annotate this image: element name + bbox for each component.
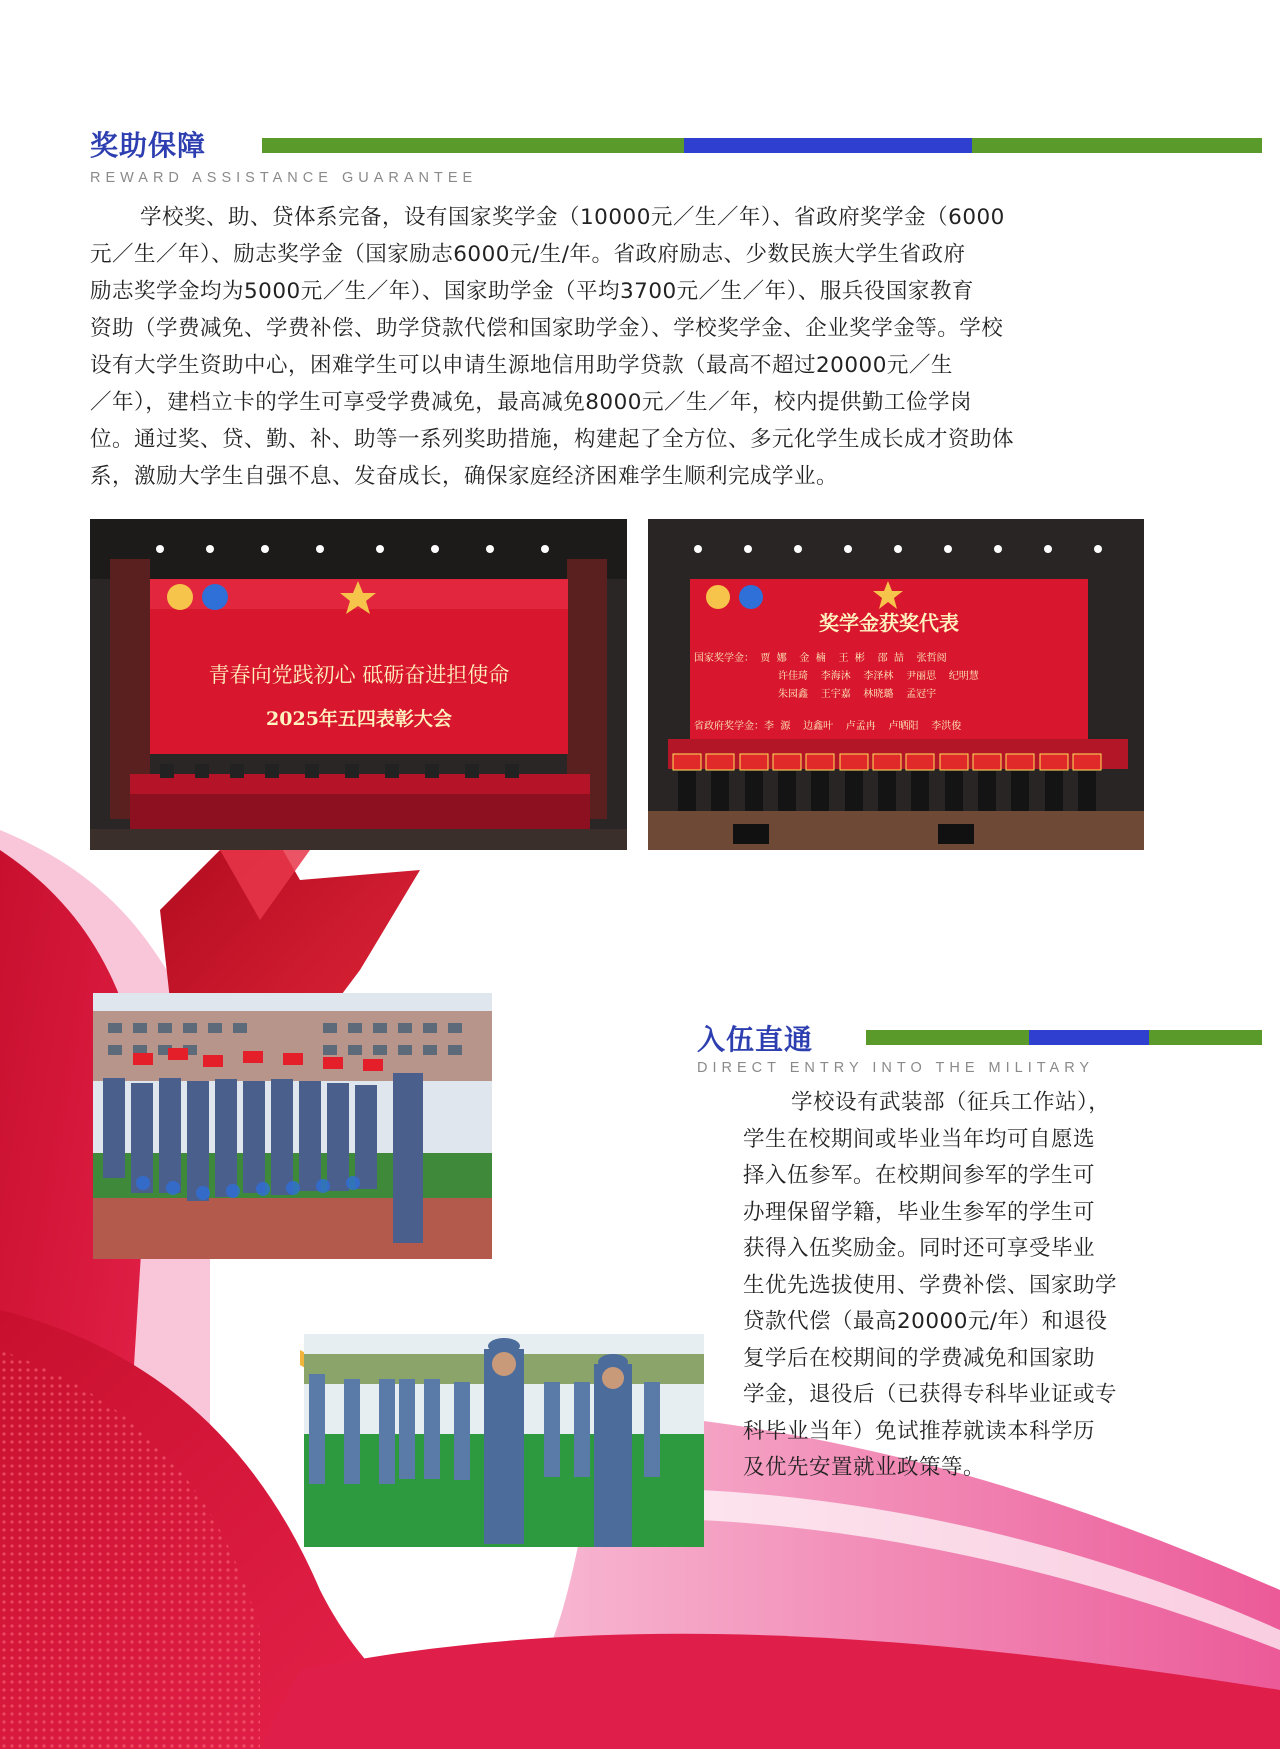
military-line: 生优先选拔使用、学费补偿、国家助学 (743, 1272, 1118, 1298)
scholarship-screen-title: 奖学金获奖代表 (819, 611, 959, 635)
military-line: 学金，退役后（已获得专科毕业证或专 (743, 1382, 1118, 1407)
header-bar-blue (684, 138, 972, 153)
reward-line: 资助（学费减免、学费补偿、助学贷款代偿和国家助学金）、学校奖学金、企业奖学金等。学校 (90, 316, 1004, 341)
military-bar-green-2 (1149, 1030, 1262, 1045)
ceremony-photo (90, 519, 627, 850)
reward-paragraph (90, 199, 1270, 495)
military-line: 贷款代偿（最高20000元/年）和退役 (743, 1309, 1108, 1334)
reward-section-title: 奖助保障 (90, 129, 207, 162)
military-section-subtitle: DIRECT ENTRY INTO THE MILITARY (697, 1060, 1095, 1076)
reward-line: 设有大学生资助中心，困难学生可以申请生源地信用助学贷款（最高不超过20000元／生 (90, 353, 953, 378)
military-bar-blue (1029, 1030, 1149, 1045)
scholarship-screen-row1: 国家奖学金： 贾 娜 金 楠 王 彬 邵 喆 张哲阅 (694, 653, 947, 664)
flag-drill-photo (93, 993, 492, 1259)
scholarship-screen-row3: 朱园鑫 王宇嘉 林晓璐 孟冠宇 (778, 689, 937, 700)
military-line: 复学后在校期间的学费减免和国家助 (743, 1345, 1096, 1371)
scholarship-screen-row2: 许佳琦 李海沐 李泽林 尹丽思 纪明慧 (778, 671, 979, 682)
reward-section-subtitle: REWARD ASSISTANCE GUARANTEE (90, 170, 478, 186)
header-bar-green (262, 138, 684, 153)
military-line: 及优先安置就业政策等。 (743, 1455, 986, 1480)
reward-line: ／年），建档立卡的学生可享受学费减免，最高减免8000元／生／年，校内提供勤工俭学岗 (90, 390, 972, 415)
ceremony-screen-line2: 2025年五四表彰大会 (266, 708, 452, 730)
scholarship-photo (648, 519, 1144, 850)
military-line: 科毕业当年）免试推荐就读本科学历 (743, 1418, 1096, 1444)
reward-line: 学校奖、助、贷体系完备，设有国家奖学金（10000元／生／年）、省政府奖学金（6000 (140, 205, 1005, 230)
military-section-title: 入伍直通 (697, 1023, 814, 1056)
military-line: 学校设有武装部（征兵工作站）， (791, 1090, 1111, 1115)
reward-line: 位。通过奖、贷、勤、补、助等一系列奖助措施，构建起了全方位、多元化学生成长成才资助体 (90, 427, 1015, 452)
military-bar-green (866, 1030, 1029, 1045)
military-line: 学生在校期间或毕业当年均可自愿选 (743, 1126, 1096, 1152)
reward-line: 系，激励大学生自强不息、发奋成长，确保家庭经济困难学生顺利完成学业。 (90, 464, 839, 489)
header-bar-green-2 (972, 138, 1262, 153)
military-line: 办理保留学籍，毕业生参军的学生可 (743, 1199, 1096, 1225)
reward-line: 元／生／年）、励志奖学金（国家励志6000元/生/年。省政府励志、少数民族大学生省政府 (90, 242, 966, 267)
scholarship-screen-row4: 省政府奖学金：李 源 边鑫叶 卢孟冉 卢晒阳 李洪俊 (694, 721, 962, 732)
military-line: 择入伍参军。在校期间参军的学生可 (743, 1163, 1096, 1188)
reward-line: 励志奖学金均为5000元／生／年）、国家助学金（平均3700元／生／年）、服兵役国家教育 (90, 279, 974, 304)
military-paragraph (743, 1085, 1163, 1487)
military-training-photo (304, 1334, 704, 1547)
ceremony-screen-line1: 青春向党践初心 砥砺奋进担使命 (208, 663, 510, 687)
military-line: 获得入伍奖励金。同时还可享受毕业 (743, 1236, 1096, 1261)
